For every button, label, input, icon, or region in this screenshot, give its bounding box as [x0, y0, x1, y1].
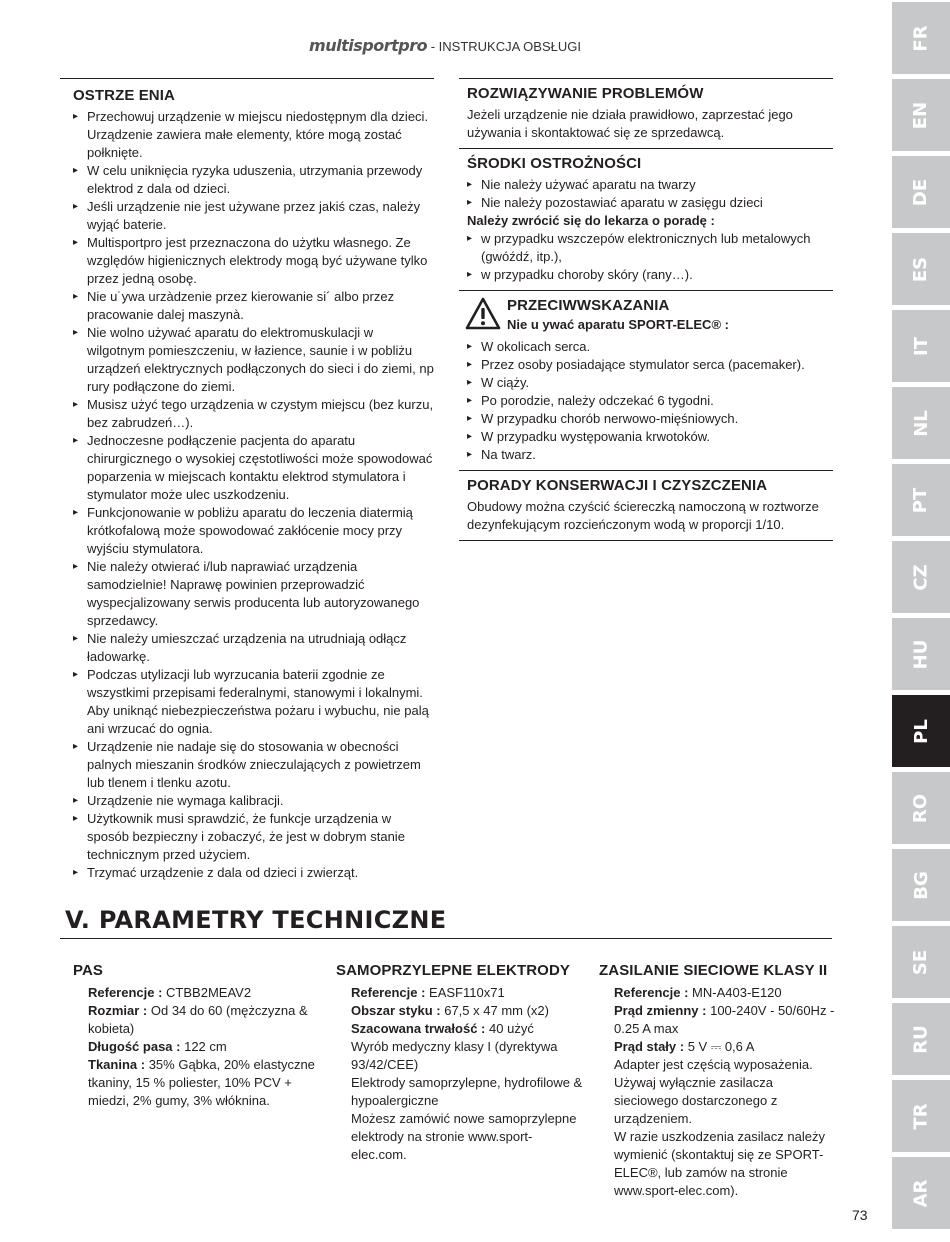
spec-text: Adapter jest częścią wyposażenia. [614, 1057, 813, 1072]
tab-fr[interactable]: FR [892, 2, 950, 74]
list-item: ▸ W celu uniknięcia ryzyka uduszenia, utrzymania przewody elektrod z dala od dzieci. [73, 162, 434, 198]
power-title: ZASILANIE SIECIOWE KLASY II [599, 962, 828, 979]
spec-value: 122 cm [184, 1039, 227, 1054]
spec-row [614, 984, 839, 1002]
list-item: ▸ W przypadku chorób nerwowo-mięśniowych. [467, 410, 833, 428]
spec-row [614, 1038, 839, 1056]
precautions-section [459, 148, 833, 290]
list-item: ▸ Nie należy pozostawiać aparatu w zasięgu dzieci [467, 194, 833, 212]
spec-row [351, 1002, 586, 1020]
tab-it[interactable]: IT [892, 310, 950, 382]
list-item: ▸ Musisz użyć tego urządzenia w czystym miejscu (bez kurzu, bez zabrudzeń…). [73, 396, 434, 432]
list-item: ▸ Funkcjonowanie w pobliżu aparatu do leczenia diatermią krótkofalową może spowodować zakłócenie mocy przy wyjściu stymulatora. [73, 504, 434, 558]
warning-triangle-icon [465, 297, 501, 331]
list-item: ▸ Trzymać urządzenie z dala od dzieci i zwierząt. [73, 864, 434, 882]
warnings-section [60, 78, 434, 882]
maintenance-text: Obudowy można czyścić ściereczką namoczoną w roztworze dezynfekującym rozcieńczonym wodą w proporcji 1/10. [467, 499, 819, 532]
tab-ro[interactable]: RO [892, 772, 950, 844]
spec-row [351, 984, 586, 1002]
maintenance-title: PORADY KONSERWACJI I CZYSZCZENIA [467, 477, 768, 494]
tab-cz[interactable]: CZ [892, 541, 950, 613]
list-item: ▸ Jeśli urządzenie nie jest używane przez jakiś czas, należy wyjąć baterie. [73, 198, 434, 234]
power-supply-specs [599, 962, 839, 1200]
spec-value: 40 użyć [489, 1021, 534, 1036]
spec-value: MN-A403-E120 [692, 985, 782, 1000]
contraindications-subtitle: Nie u ywać aparatu SPORT-ELEC® : [507, 317, 729, 332]
tab-tr[interactable]: TR [892, 1080, 950, 1152]
spec-label: Długość pasa : [88, 1039, 181, 1054]
contraindications-title: PRZECIWWSKAZANIA [507, 297, 670, 314]
tab-nl[interactable]: NL [892, 387, 950, 459]
spec-value: Od 34 do 60 (mężczyzna & kobieta) [88, 1003, 308, 1036]
spec-label: Szacowana trwałość : [351, 1021, 486, 1036]
tab-pt[interactable]: PT [892, 464, 950, 536]
tab-bg[interactable]: BG [892, 849, 950, 921]
spec-row [351, 1020, 586, 1038]
list-item: ▸ Jednoczesne podłączenie pacjenta do aparatu chirurgicznego o wysokiej częstotliwości może spowodować poparzenia w miejscach kontaktu elektrod stymulatora i stymulator może ulec uszkodzeniu. [73, 432, 434, 504]
troubleshooting-title: ROZWIĄZYWANIE PROBLEMÓW [467, 85, 704, 102]
list-item: ▸ Na twarz. [467, 446, 833, 464]
language-tabs [892, 0, 950, 1242]
precautions-list [467, 176, 833, 212]
belt-title: PAS [73, 962, 104, 979]
spec-label: Referencje : [614, 985, 689, 1000]
list-item: ▸ Przechowuj urządzenie w miejscu niedostępnym dla dzieci. Urządzenie zawiera małe elementy, które mogą zostać połknięte. [73, 108, 434, 162]
troubleshooting-text: Jeżeli urządzenie nie działa prawidłowo, zaprzestać jego używania i skontaktować się ze sprzedawcą. [467, 107, 793, 140]
list-item: ▸ Multisportpro jest przeznaczona do użytku własnego. Ze względów higienicznych elektrody mogą być używane tylko przez jedną osobę. [73, 234, 434, 288]
spec-text: Wyrób medyczny klasy I (dyrektywa 93/42/CEE) [351, 1039, 558, 1072]
belt-specs [73, 962, 323, 1110]
section-title: V. PARAMETRY TECHNICZNE [65, 906, 447, 934]
list-item: ▸ Przez osoby posiadające stymulator serca (pacemaker). [467, 356, 833, 374]
list-item: ▸ Nie należy umieszczać urządzenia na utrudniają odłącz ładowarkę. [73, 630, 434, 666]
contraindications-section [459, 290, 833, 470]
spec-value: 5 V ⎓ 0,6 A [687, 1039, 755, 1054]
precautions-doctor-list [467, 230, 833, 284]
warnings-list [60, 108, 434, 882]
tab-se[interactable]: SE [892, 926, 950, 998]
spec-text: Możesz zamówić nowe samoprzylepne elektrody na stronie www.sport-elec.com. [351, 1111, 577, 1162]
spec-label: Rozmiar : [88, 1003, 148, 1018]
brand-logo: multisportpro [309, 36, 428, 55]
electrodes-specs [336, 962, 586, 1164]
list-item: ▸ Urządzenie nie wymaga kalibracji. [73, 792, 434, 810]
spec-row [88, 1056, 323, 1110]
maintenance-section [459, 470, 833, 541]
technical-parameters-heading [60, 906, 832, 939]
list-item: ▸ w przypadku choroby skóry (rany…). [467, 266, 833, 284]
spec-value: 67,5 x 47 mm (x2) [444, 1003, 549, 1018]
spec-row [88, 1002, 323, 1038]
header-title: - INSTRUKCJA OBSŁUGI [430, 39, 581, 54]
spec-text: W razie uszkodzenia zasilacz należy wymienić (skontaktuj się ze SPORT-ELEC®, lub zamów na stronie www.sport-elec.com). [614, 1129, 825, 1198]
spec-value: EASF110x71 [429, 985, 505, 1000]
spec-row [88, 984, 323, 1002]
spec-label: Prąd stały : [614, 1039, 685, 1054]
tab-de[interactable]: DE [892, 156, 950, 228]
spec-label: Obszar styku : [351, 1003, 441, 1018]
page-header [0, 36, 890, 55]
list-item: ▸ Nie należy otwierać i/lub naprawiać urządzenia samodzielnie! Naprawę powinien przeprowadzić wyspecjalizowany serwis producenta lub autoryzowanego sprzedawcy. [73, 558, 434, 630]
tab-pl[interactable]: PL [892, 695, 950, 767]
tab-en[interactable]: EN [892, 79, 950, 151]
list-item: ▸ Urządzenie nie nadaje się do stosowania w obecności palnych mieszanin środków znieczulających z powietrzem lub tlenem i tlenku azotu. [73, 738, 434, 792]
tab-ru[interactable]: RU [892, 1003, 950, 1075]
spec-value: 100-240V - 50/60Hz - 0.25 A max [614, 1003, 835, 1036]
list-item: ▸ w przypadku wszczepów elektronicznych lub metalowych (gwóźdź, itp.), [467, 230, 833, 266]
electrodes-title: SAMOPRZYLEPNE ELEKTRODY [336, 962, 570, 979]
warnings-title: OSTRZE ENIA [73, 87, 175, 104]
list-item: ▸ Nie wolno używać aparatu do elektromuskulacji w wilgotnym pomieszczeniu, w łazience, saunie i w pobliżu urządzeń elektrycznych podłączonych do sieci i do ziemi, np rury podłączone do ziemi. [73, 324, 434, 396]
troubleshooting-section [459, 78, 833, 148]
precautions-title: ŚRODKI OSTROŻNOŚCI [467, 155, 642, 172]
list-item: ▸ Podczas utylizacji lub wyrzucania baterii zgodnie ze wszystkimi przepisami federalnymi, stanowymi i lokalnymi. Aby uniknąć niebezpieczeństwa pożaru i wybuchu, nie palą ani wrzucać do ognia. [73, 666, 434, 738]
spec-value: CTBB2MEAV2 [166, 985, 252, 1000]
spec-value: 35% Gąbka, 20% elastyczne tkaniny, 15 % poliester, 10% PCV + miedzi, 2% gumy, 3% włóknina. [88, 1057, 315, 1108]
spec-row [88, 1038, 323, 1056]
tab-hu[interactable]: HU [892, 618, 950, 690]
contraindications-list [467, 338, 833, 464]
list-item: ▸ W przypadku występowania krwotoków. [467, 428, 833, 446]
spec-row [614, 1002, 839, 1038]
precautions-subtitle: Należy zwrócić się do lekarza o poradę : [467, 213, 715, 228]
list-item: ▸ Po porodzie, należy odczekać 6 tygodni. [467, 392, 833, 410]
spec-label: Referencje : [88, 985, 163, 1000]
list-item: ▸ Użytkownik musi sprawdzić, że funkcje urządzenia w sposób bezpieczny i zobaczyć, że jest w dobrym stanie technicznym przed użyciem. [73, 810, 434, 864]
spec-label: Referencje : [351, 985, 426, 1000]
tab-es[interactable]: ES [892, 233, 950, 305]
spec-label: Tkanina : [88, 1057, 146, 1072]
list-item: ▸ Nie należy używać aparatu na twarzy [467, 176, 833, 194]
spec-label: Prąd zmienny : [614, 1003, 707, 1018]
list-item: ▸ W okolicach serca. [467, 338, 833, 356]
spec-text: Elektrody samoprzylepne, hydrofilowe & hypoalergiczne [351, 1075, 583, 1108]
page-number: 73 [852, 1207, 868, 1223]
tab-ar[interactable]: AR [892, 1157, 950, 1229]
list-item: ▸ W ciąży. [467, 374, 833, 392]
right-column [459, 78, 833, 541]
list-item: ▸ Nie u˙ywa urzàdzenie przez kierowanie si´ albo przez pracowanie dalej maszynà. [73, 288, 434, 324]
spec-text: Używaj wyłącznie zasilacza sieciowego dostarczonego z urządzeniem. [614, 1075, 778, 1126]
